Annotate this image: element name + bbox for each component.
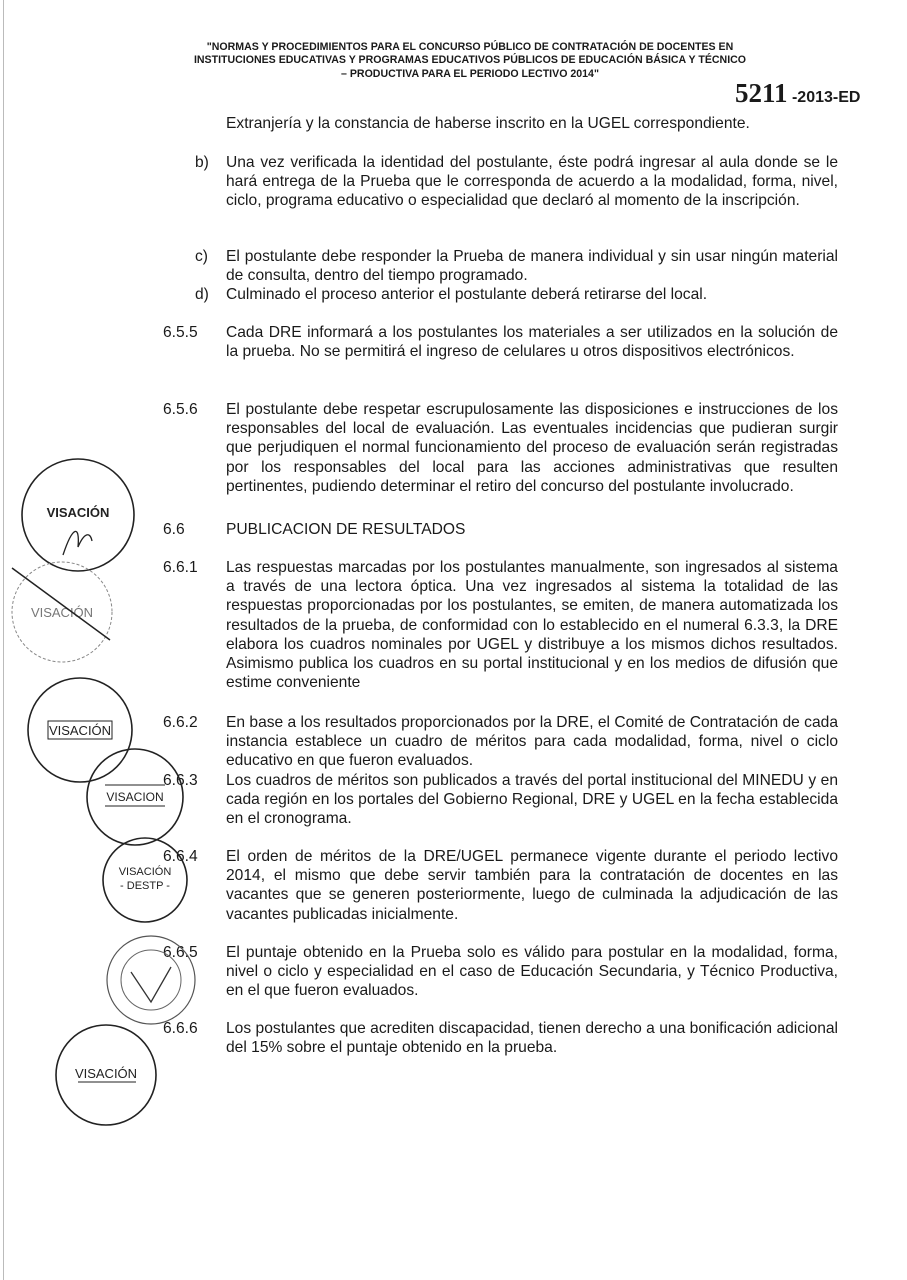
svg-text:VISACIÓN: VISACIÓN [46, 505, 110, 520]
section-text: Los postulantes que acrediten discapacidad, tienen derecho a una bonificación adicional del 15% sobre el puntaje obtenido en la prueba. [226, 1020, 838, 1057]
section-text: Los cuadros de méritos son publicados a través del portal institucional del MINEDU y en cada región en los portales del Gobierno Regional, DRE y UGEL en la fecha establecida en el cronograma. [226, 772, 838, 828]
resolution-number: 5211 -2013-ED [735, 78, 861, 108]
section-heading: PUBLICACION DE RESULTADOS [226, 521, 466, 538]
visacion-stamp-faded [0, 560, 120, 680]
section-number: 6.5.5 [163, 324, 198, 341]
svg-text:VISACIÓN: VISACIÓN [118, 866, 172, 878]
section-number: 6.5.6 [163, 401, 198, 418]
section-text: En base a los resultados proporcionados por la DRE, el Comité de Contratación de cada instancia establece un cuadro de méritos para cada modalidad, forma, nivel o ciclo educativo en que fueron evaluados. [226, 714, 838, 770]
header-line: INSTITUCIONES EDUCATIVAS Y PROGRAMAS EDUCATIVOS PÚBLICOS DE EDUCACIÓN BÁSICA Y TÉCNICO [193, 54, 747, 67]
section-number: 6.6.1 [163, 559, 198, 576]
svg-text:VISACIÓN: VISACIÓN [30, 605, 94, 620]
section-text: El orden de méritos de la DRE/UGEL permanece vigente durante el periodo lectivo 2014, el mismo que debe servir también para la contratación de docentes en las vacantes que se generen posteriormente, luego de culminada la adjudicación de las vacantes publicadas inicialmente. [226, 848, 838, 923]
section-number: 6.6.3 [163, 772, 198, 789]
visacion-stamp [90, 835, 172, 925]
svg-text:VISACION: VISACION [106, 790, 164, 804]
ministry-seal [96, 932, 166, 1032]
section-number: 6.6 [163, 521, 185, 538]
header-line: "NORMAS Y PROCEDIMIENTOS PARA EL CONCURSO PÚBLICO DE CONTRATACIÓN DE DOCENTES EN [206, 41, 734, 53]
section-number: 6.6.6 [163, 1020, 198, 1037]
item-text: Una vez verificada la identidad del postulante, éste podrá ingresar al aula donde se le hará entrega de la Prueba que le corresponda de acuerdo a la modalidad, forma, nivel, ciclo, programa educativo o especialidad que declaró al momento de la inscripción. [226, 154, 838, 210]
svg-text:VISACIÓN: VISACIÓN [74, 1066, 138, 1081]
section-text: Cada DRE informará a los postulantes los materiales a ser utilizados en la solución de la prueba. No se permitirá el ingreso de celulares u otros dispositivos electrónicos. [226, 324, 838, 361]
item-marker: b) [195, 154, 209, 171]
item-text: Culminado el proceso anterior el postulante deberá retirarse del local. [226, 286, 708, 303]
paragraph-continuation: Extranjería y la constancia de haberse inscrito en la UGEL correspondiente. [226, 115, 750, 132]
visacion-stamp [18, 455, 138, 575]
section-text: El postulante debe respetar escrupulosamente las disposiciones e instrucciones de los responsables del local de evaluación. Las eventuales incidencias que pudieran surgir que perjudiquen el normal funcionamiento del proceso de evaluación serán registradas por los responsables del local para las acciones administrativas que resulten pertinentes, pudiendo determinar el retiro del concurso del postulante involucrado. [226, 401, 838, 495]
section-text: El puntaje obtenido en la Prueba solo es válido para postular en la modalidad, forma, nivel o ciclo y especialidad en el caso de Educación Secundaria, y Técnico Productiva, en el que fueron evaluados. [226, 944, 838, 1000]
svg-text:- DESTP -: - DESTP - [120, 880, 170, 892]
section-text: Las respuestas marcadas por los postulantes manualmente, son ingresados al sistema a través de una lectora óptica. Una vez ingresados al sistema la totalidad de las respuestas proporcionadas por los postulantes, se emiten, de manera automatizada los resultados de la prueba, de conformidad con lo establecido en el numeral 6.3.3, la DRE elabora los cuadros nominales por UGEL y distribuye a los mismos dichos resultados. Asimismo publica los cuadros en su portal institucional y en los medios de difusión que estime conveniente [226, 559, 838, 692]
item-marker: c) [195, 248, 208, 265]
visacion-stamp [48, 1020, 168, 1130]
item-text: El postulante debe responder la Prueba de manera individual y sin usar ningún material de consulta, dentro del tiempo programado. [226, 248, 838, 285]
section-number: 6.6.4 [163, 848, 198, 865]
item-marker: d) [195, 286, 209, 303]
section-number: 6.6.2 [163, 714, 198, 731]
section-number: 6.6.5 [163, 944, 198, 961]
header-line: – PRODUCTIVA PARA EL PERIODO LECTIVO 2014" [341, 67, 599, 80]
document-header [120, 41, 820, 81]
svg-text:VISACIÓN: VISACIÓN [48, 723, 112, 738]
